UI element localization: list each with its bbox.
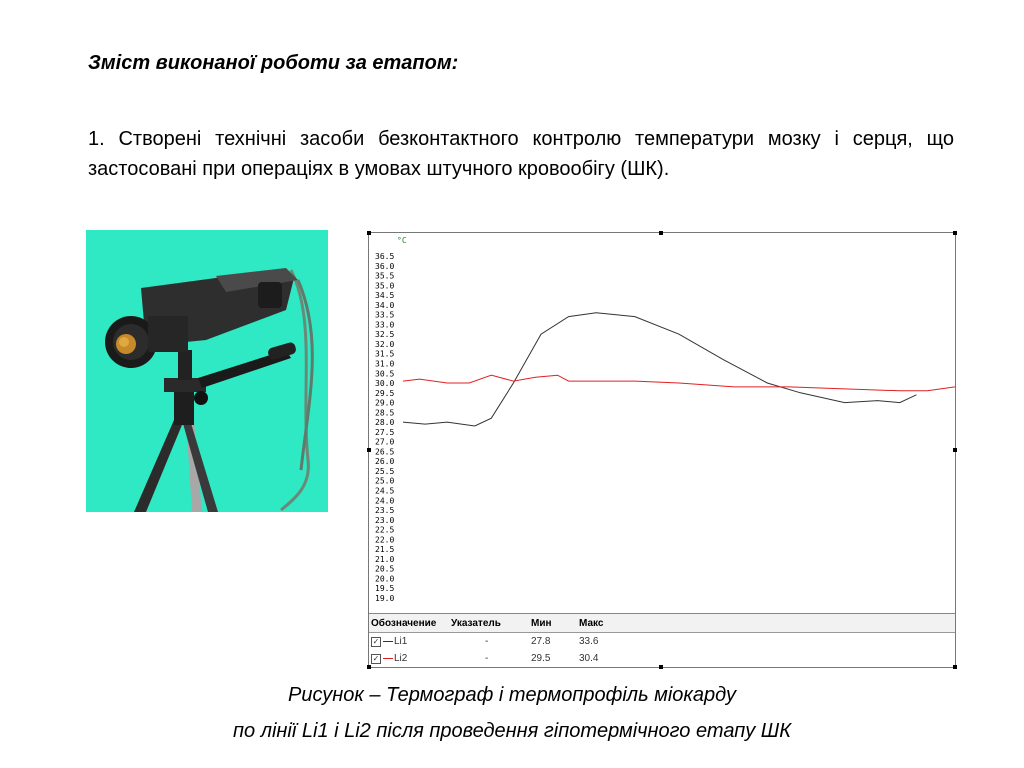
legend-row-li2 <box>369 650 955 667</box>
y-tick-label: 22.5 <box>375 525 395 535</box>
li2-checkbox[interactable]: ✓ <box>372 653 380 663</box>
work-description: 1. Створені технічні засоби безконтактного контролю температури мозку і серця, що застосовані при операціях в умовах штучного кровообігу (ШК). <box>88 128 954 180</box>
y-tick-label: 30.0 <box>375 379 395 389</box>
li2-pointer: - <box>485 653 489 664</box>
y-tick-label: 32.5 <box>375 330 395 340</box>
y-tick-label: 23.5 <box>375 506 395 516</box>
thermograph-photo <box>86 230 328 512</box>
series-line-li1 <box>403 313 916 426</box>
figure-caption-line2: по лінії Li1 і Li2 після проведення гіпотермічного етапу ШК <box>233 720 791 742</box>
y-tick-label: 21.0 <box>375 554 395 564</box>
y-tick-label: 33.0 <box>375 320 395 330</box>
y-tick-label: 31.0 <box>375 359 395 369</box>
y-tick-label: 29.5 <box>375 388 395 398</box>
legend-header-min: Мин <box>531 617 552 629</box>
y-tick-label: 36.5 <box>375 252 395 261</box>
thermoprofile-chart <box>368 232 956 668</box>
li2-max: 30.4 <box>579 653 599 664</box>
y-tick-label: 34.5 <box>375 291 395 301</box>
y-tick-label: 20.5 <box>375 564 395 574</box>
y-tick-label: 30.5 <box>375 369 395 379</box>
li1-pointer: - <box>485 636 489 647</box>
y-tick-label: 28.0 <box>375 418 395 428</box>
y-tick-label: 21.5 <box>375 545 395 555</box>
li2-name: Li2 <box>394 653 408 664</box>
y-tick-label: 36.0 <box>375 261 395 271</box>
li2-swatch <box>383 658 393 659</box>
y-tick-label: 27.5 <box>375 427 395 437</box>
y-tick-label: 20.0 <box>375 574 395 584</box>
legend-row-li1 <box>369 633 955 650</box>
y-tick-label: 24.0 <box>375 496 395 506</box>
li1-min: 27.8 <box>531 636 551 647</box>
li1-checkbox[interactable]: ✓ <box>372 636 380 646</box>
y-tick-label: 35.5 <box>375 271 395 281</box>
y-tick-label: 19.5 <box>375 584 395 594</box>
y-tick-label: 23.0 <box>375 515 395 525</box>
y-tick-label: 34.0 <box>375 300 395 310</box>
figure-caption-line1: Рисунок – Термограф і термопрофіль міокарду <box>288 684 736 706</box>
y-tick-label: 33.5 <box>375 310 395 320</box>
y-tick-label: 35.0 <box>375 281 395 291</box>
y-tick-label: 29.0 <box>375 398 395 408</box>
y-tick-label: 19.0 <box>375 594 395 603</box>
y-tick-label: 26.5 <box>375 447 395 457</box>
li1-swatch <box>383 641 393 642</box>
y-tick-label: 25.0 <box>375 476 395 486</box>
li1-max: 33.6 <box>579 636 599 647</box>
y-tick-label: 24.5 <box>375 486 395 496</box>
series-legend <box>369 613 955 668</box>
li2-min: 29.5 <box>531 653 551 664</box>
y-tick-label: 22.0 <box>375 535 395 545</box>
y-tick-label: 25.5 <box>375 466 395 476</box>
y-tick-label: 27.0 <box>375 437 395 447</box>
legend-header-designation: Обозначение <box>371 617 437 629</box>
legend-header <box>369 614 955 633</box>
y-tick-label: 26.0 <box>375 457 395 467</box>
y-tick-label: 28.5 <box>375 408 395 418</box>
y-unit-label: °C <box>397 236 407 245</box>
section-heading: Зміст виконаної роботи за етапом: <box>88 52 459 74</box>
legend-header-max: Макс <box>579 617 604 629</box>
series-line-li2 <box>403 375 955 391</box>
y-tick-label: 31.5 <box>375 349 395 359</box>
li1-name: Li1 <box>394 636 408 647</box>
legend-header-pointer: Указатель <box>451 617 501 629</box>
y-tick-label: 32.0 <box>375 339 395 349</box>
